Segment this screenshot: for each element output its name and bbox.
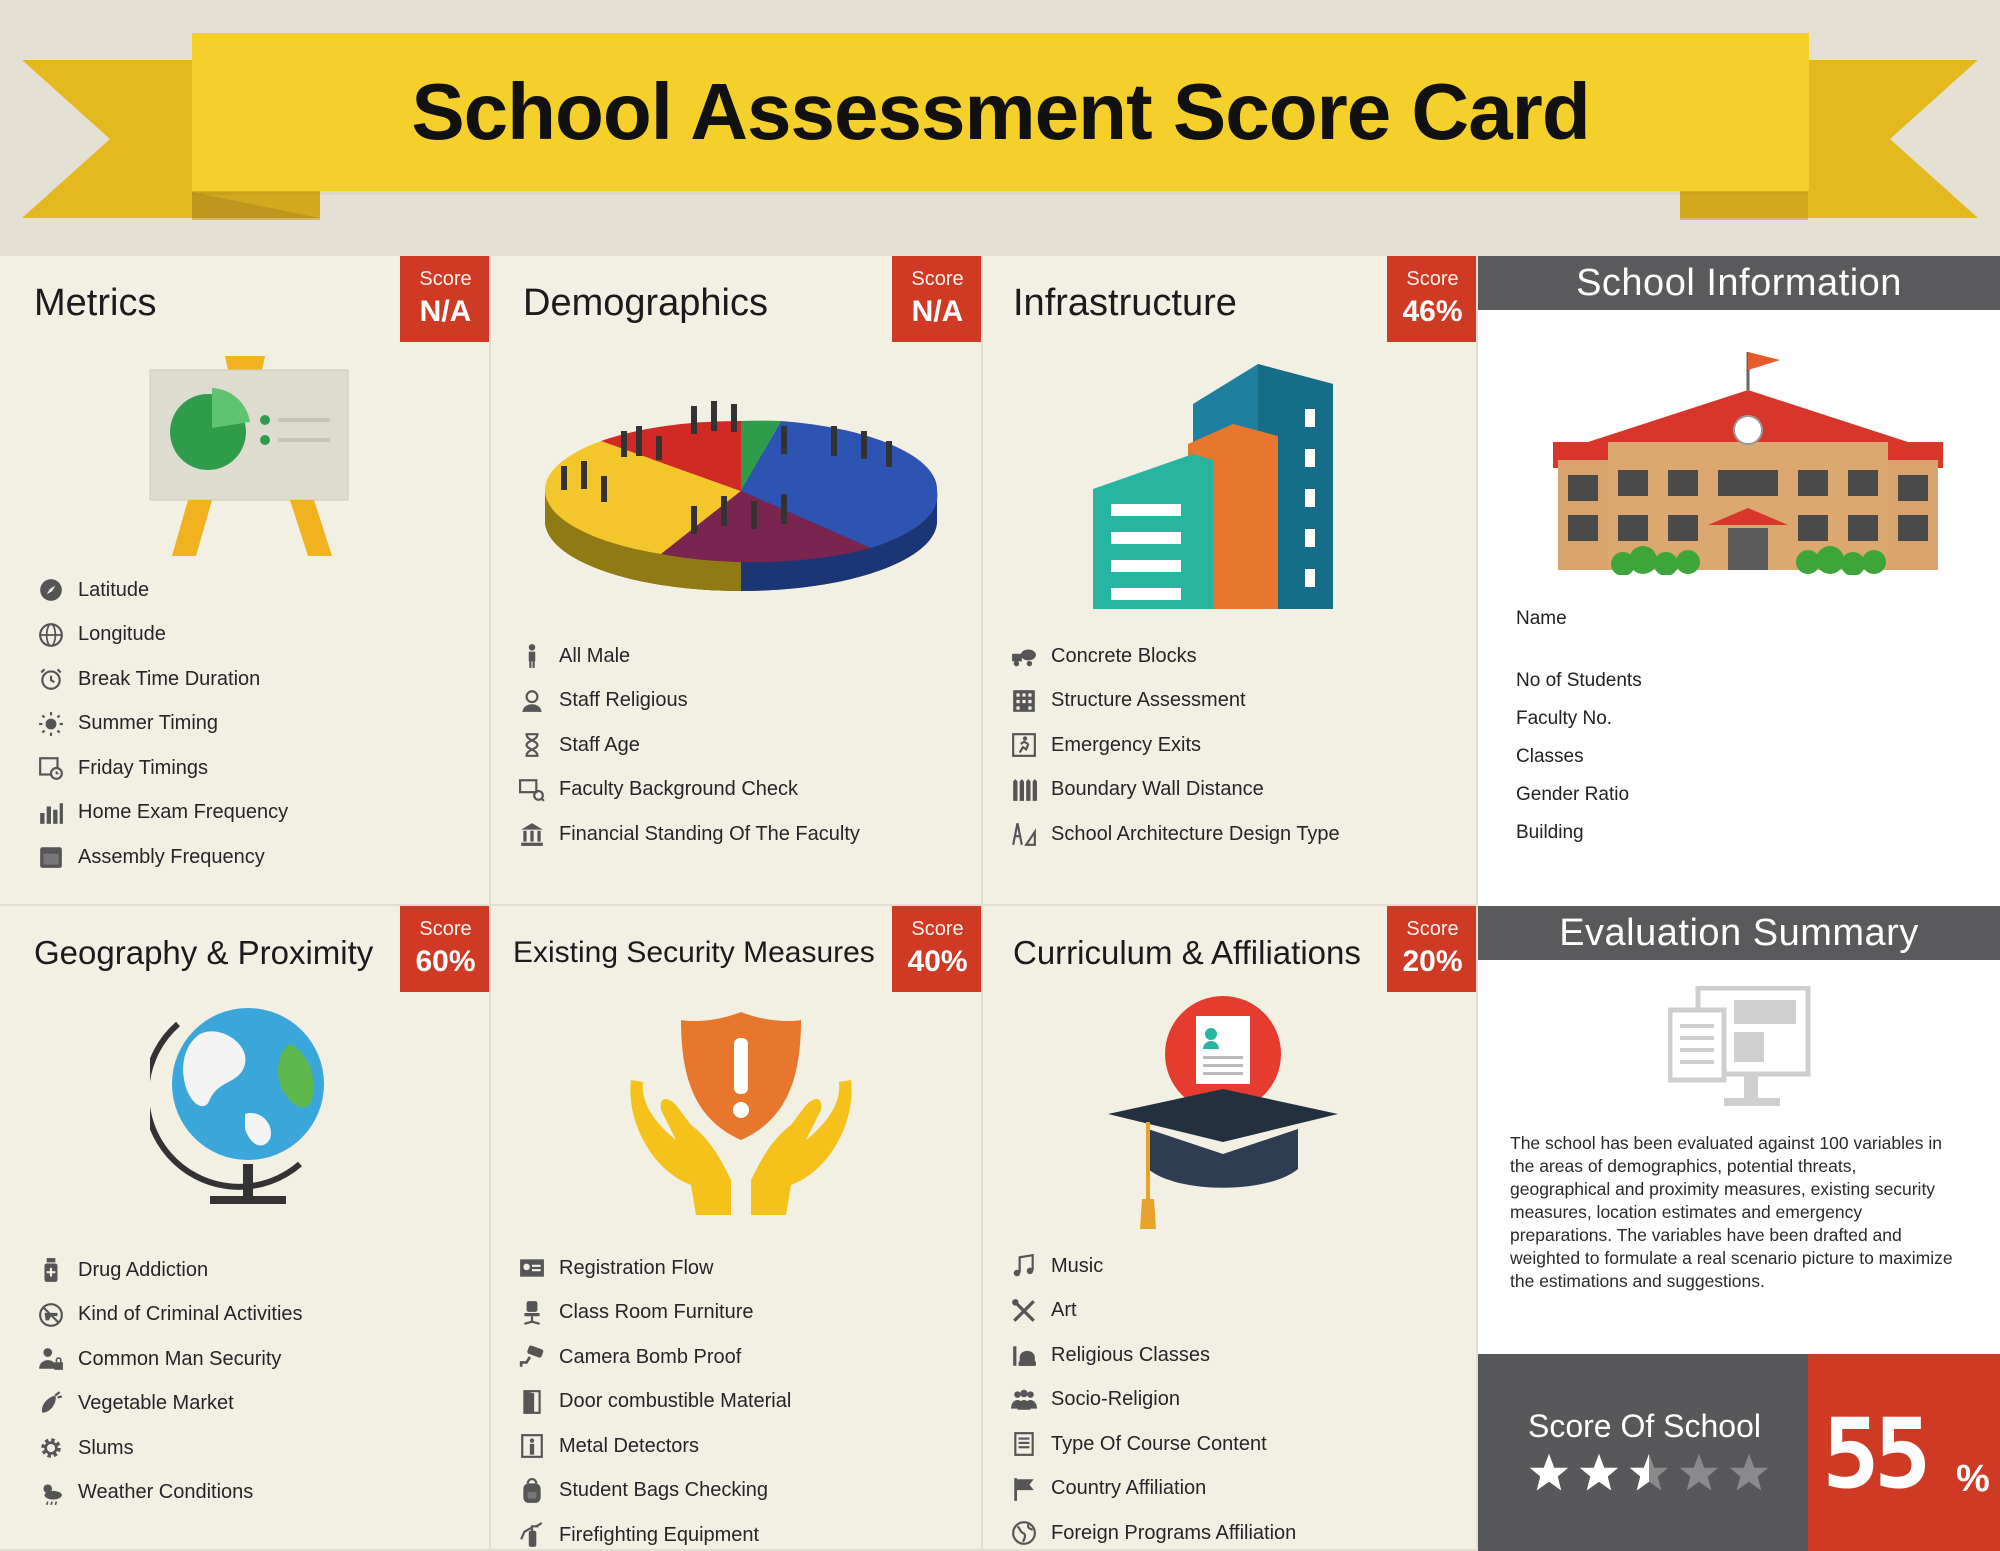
info-field-gender-ratio: Gender Ratio bbox=[1516, 784, 1630, 805]
score-label: Score bbox=[911, 268, 964, 290]
score-label: Score bbox=[1406, 918, 1459, 940]
page-title: School Assessment Score Card bbox=[411, 67, 1590, 156]
alarm-clock-icon bbox=[36, 666, 66, 692]
score-value: 20% bbox=[1402, 945, 1463, 978]
info-field-name: Name bbox=[1516, 608, 1567, 629]
office-chair-icon bbox=[517, 1300, 547, 1326]
score-badge bbox=[1387, 906, 1478, 992]
no-gun-icon bbox=[36, 1302, 66, 1328]
list-item: Class Room Furniture bbox=[517, 1291, 791, 1336]
list-item: Metal Detectors bbox=[517, 1424, 791, 1469]
score-badge bbox=[400, 256, 491, 342]
compass-icon bbox=[36, 577, 66, 603]
list-item: Type Of Course Content bbox=[1009, 1422, 1296, 1467]
world-icon bbox=[1009, 1520, 1039, 1546]
user-lock-icon bbox=[36, 1346, 66, 1372]
panel-curriculum bbox=[983, 906, 1478, 1551]
list-item: Staff Age bbox=[517, 723, 860, 768]
score-value: 40% bbox=[907, 945, 968, 978]
evaluation-summary-title: Evaluation Summary bbox=[1478, 906, 2000, 960]
school-information-title: School Information bbox=[1478, 256, 2000, 310]
list-item: Vegetable Market bbox=[36, 1382, 303, 1427]
list-item: School Architecture Design Type bbox=[1009, 812, 1340, 857]
architect-tools-icon bbox=[1009, 821, 1039, 847]
star-rating bbox=[1528, 1452, 1770, 1494]
presentation-board-icon bbox=[140, 356, 360, 556]
art-tools-icon bbox=[1009, 1298, 1039, 1324]
score-value: 46% bbox=[1402, 295, 1463, 328]
list-item: Socio-Religion bbox=[1009, 1378, 1296, 1423]
building-grid-icon bbox=[1009, 688, 1039, 714]
panel-title: Geography & Proximity bbox=[34, 934, 374, 971]
list-item: Religious Classes bbox=[1009, 1333, 1296, 1378]
list-item: Boundary Wall Distance bbox=[1009, 768, 1340, 813]
male-icon bbox=[517, 643, 547, 669]
panel-title: Metrics bbox=[34, 282, 157, 324]
bank-icon bbox=[517, 821, 547, 847]
mosque-icon bbox=[1009, 1342, 1039, 1368]
banner bbox=[0, 0, 2000, 256]
calendar-clock-icon bbox=[36, 755, 66, 781]
list-item: Drug Addiction bbox=[36, 1248, 303, 1293]
list-item: Weather Conditions bbox=[36, 1471, 303, 1516]
list-item: Assembly Frequency bbox=[36, 835, 288, 880]
star-empty-icon bbox=[1728, 1452, 1770, 1494]
group-icon bbox=[1009, 1387, 1039, 1413]
score-value: N/A bbox=[911, 295, 964, 328]
geography-list bbox=[36, 1248, 303, 1515]
id-card-icon bbox=[517, 1255, 547, 1281]
overall-score-value: 55 bbox=[1822, 1398, 1926, 1510]
list-item: Slums bbox=[36, 1426, 303, 1471]
list-item: Staff Religious bbox=[517, 679, 860, 724]
panel-title: Infrastructure bbox=[1013, 282, 1237, 324]
list-item: Student Bags Checking bbox=[517, 1469, 791, 1514]
list-item: Latitude bbox=[36, 568, 288, 613]
demographics-list bbox=[517, 634, 860, 857]
score-label: Score bbox=[1406, 268, 1459, 290]
calendar-icon bbox=[36, 844, 66, 870]
evaluation-summary-text: The school has been evaluated against 100 variables in the areas of demographics, potential threats, geographical and proximity measures, existing security measures, location estimates and emergency preparations. The variables have been drafted and weighted to formulate a real scenario picture to maximize the estimations and suggestions. bbox=[1510, 1133, 1953, 1291]
sun-icon bbox=[36, 711, 66, 737]
info-field-building: Building bbox=[1516, 822, 1584, 843]
info-field-students: No of Students bbox=[1516, 670, 1642, 691]
graduation-cap-icon bbox=[1108, 994, 1338, 1234]
list-item: Registration Flow bbox=[517, 1246, 791, 1291]
vegetable-icon bbox=[36, 1391, 66, 1417]
list-item: Music bbox=[1009, 1244, 1296, 1289]
music-note-icon bbox=[1009, 1253, 1039, 1279]
list-item: Friday Timings bbox=[36, 746, 288, 791]
backpack-icon bbox=[517, 1478, 547, 1504]
score-badge bbox=[1387, 256, 1478, 342]
metrics-list bbox=[36, 568, 288, 880]
info-field-classes: Classes bbox=[1516, 746, 1584, 767]
panel-geography bbox=[0, 906, 491, 1551]
metal-detector-icon bbox=[517, 1433, 547, 1459]
score-label: Score bbox=[419, 918, 472, 940]
fence-icon bbox=[1009, 777, 1039, 803]
person-bust-icon bbox=[517, 688, 547, 714]
score-value: N/A bbox=[419, 295, 472, 328]
globe-icon bbox=[150, 1004, 330, 1214]
panel-metrics bbox=[0, 256, 491, 906]
list-item: Kind of Criminal Activities bbox=[36, 1293, 303, 1338]
fire-extinguisher-icon bbox=[517, 1522, 547, 1548]
school-score-label: Score Of School bbox=[1528, 1408, 1761, 1444]
list-item: Summer Timing bbox=[36, 702, 288, 747]
school-building-icon bbox=[1548, 350, 1948, 575]
panel-security bbox=[491, 906, 983, 1551]
list-item: Break Time Duration bbox=[36, 657, 288, 702]
security-camera-icon bbox=[517, 1344, 547, 1370]
panel-infrastructure bbox=[983, 256, 1478, 906]
list-item: Concrete Blocks bbox=[1009, 634, 1340, 679]
shield-hands-icon bbox=[621, 1010, 861, 1220]
list-item: Home Exam Frequency bbox=[36, 791, 288, 836]
panel-demographics bbox=[491, 256, 983, 906]
star-full-icon bbox=[1578, 1452, 1620, 1494]
list-item: Financial Standing Of The Faculty bbox=[517, 812, 860, 857]
list-item: Country Affiliation bbox=[1009, 1467, 1296, 1512]
list-item: Common Man Security bbox=[36, 1337, 303, 1382]
score-badge bbox=[400, 906, 491, 992]
list-item: Emergency Exits bbox=[1009, 723, 1340, 768]
exit-sign-icon bbox=[1009, 732, 1039, 758]
star-empty-icon bbox=[1678, 1452, 1720, 1494]
star-full-icon bbox=[1528, 1452, 1570, 1494]
building-icon bbox=[1093, 364, 1343, 609]
score-badge bbox=[892, 256, 983, 342]
weather-icon bbox=[36, 1480, 66, 1506]
panel-title: Demographics bbox=[523, 282, 768, 324]
globe-icon bbox=[36, 622, 66, 648]
curriculum-list bbox=[1009, 1244, 1296, 1551]
list-item: All Male bbox=[517, 634, 860, 679]
overall-score-unit: % bbox=[1956, 1458, 1990, 1500]
score-badge bbox=[892, 906, 983, 992]
info-field-faculty: Faculty No. bbox=[1516, 708, 1613, 729]
score-label: Score bbox=[911, 918, 964, 940]
panel-title: Curriculum & Affiliations bbox=[1013, 934, 1361, 971]
list-item: Faculty Background Check bbox=[517, 768, 860, 813]
list-item: Firefighting Equipment bbox=[517, 1513, 791, 1551]
bar-chart-icon bbox=[36, 800, 66, 826]
cement-truck-icon bbox=[1009, 643, 1039, 669]
list-item: Art bbox=[1009, 1289, 1296, 1334]
report-monitor-icon bbox=[1668, 986, 1812, 1114]
panel-title: Existing Security Measures bbox=[513, 936, 875, 969]
medicine-bottle-icon bbox=[36, 1257, 66, 1283]
hourglass-icon bbox=[517, 732, 547, 758]
security-list bbox=[517, 1246, 791, 1551]
flag-icon bbox=[1009, 1476, 1039, 1502]
list-item: Foreign Programs Affiliation bbox=[1009, 1511, 1296, 1551]
door-icon bbox=[517, 1389, 547, 1415]
score-label: Score bbox=[419, 268, 472, 290]
infrastructure-list bbox=[1009, 634, 1340, 857]
score-value: 60% bbox=[415, 945, 476, 978]
school-info-fields bbox=[1516, 600, 1642, 852]
school-score-panel bbox=[1478, 1354, 1808, 1551]
star-half-icon bbox=[1628, 1452, 1670, 1494]
list-item: Door combustible Material bbox=[517, 1380, 791, 1425]
overall-score bbox=[1808, 1354, 2000, 1551]
banner-ribbon bbox=[192, 33, 1809, 191]
list-item: Camera Bomb Proof bbox=[517, 1335, 791, 1380]
pie-people-icon bbox=[541, 396, 941, 596]
document-icon bbox=[1009, 1431, 1039, 1457]
list-item: Structure Assessment bbox=[1009, 679, 1340, 724]
screen-check-icon bbox=[517, 777, 547, 803]
gear-icon bbox=[36, 1435, 66, 1461]
list-item: Longitude bbox=[36, 613, 288, 658]
